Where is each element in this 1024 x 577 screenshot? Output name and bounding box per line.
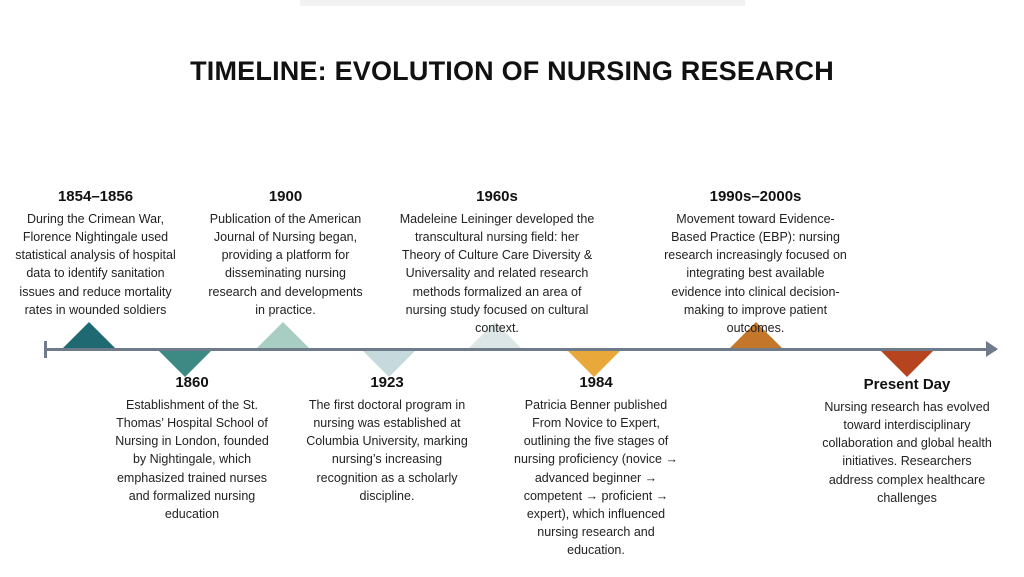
- event-description: Movement toward Evidence-Based Practice (EBP): nursing research increasingly focused on integrating best available evidence into clinical decision-making to improve patient outcomes.: [664, 212, 847, 335]
- event-description: Publication of the American Journal of Nursing began, providing a platform for disseminating nursing research and developments in practice.: [208, 212, 363, 317]
- event-description: Nursing research has evolved toward interdisciplinary collaboration and global health initiatives. Researchers address complex healthcare challenges: [822, 400, 992, 505]
- timeline-event-2: [108, 374, 276, 523]
- event-date: 1900: [268, 188, 303, 205]
- event-date: Present Day: [863, 376, 951, 393]
- event-date: 1860: [175, 374, 209, 391]
- event-description: The first doctoral program in nursing was established at Columbia University, marking nursing’s increasing recognition as a scholarly discipline.: [306, 398, 468, 503]
- event-description: During the Crimean War, Florence Nightingale used statistical analysis of hospital data to identify sanitation issues and reduce mortality rates in wounded soldiers: [15, 212, 176, 317]
- timeline-event-6: [511, 374, 681, 559]
- timeline-marker-3: [257, 322, 309, 348]
- event-date: 1984: [579, 374, 613, 391]
- event-description: Establishment of the St. Thomas’ Hospital School of Nursing in London, founded by Nightingale, which emphasized trained nurses and formalized nursing education: [115, 398, 269, 521]
- page-title: TIMELINE: EVOLUTION OF NURSING RESEARCH: [190, 56, 834, 86]
- event-date: 1960s: [476, 188, 518, 205]
- timeline-event-1: [13, 188, 178, 319]
- timeline-marker-1: [63, 322, 115, 348]
- event-date: 1854–1856: [57, 188, 134, 205]
- timeline-marker-8: [881, 351, 933, 377]
- top-strip-decoration: [300, 0, 745, 6]
- event-date: 1923: [370, 374, 404, 391]
- timeline-event-4: [303, 374, 471, 505]
- event-description: Madeleine Leininger developed the transcultural nursing field: her Theory of Culture Care Diversity & Universality and related research methods formalized an area of nursing study focused on cultural context.: [399, 212, 595, 335]
- event-date: 1990s–2000s: [709, 188, 802, 205]
- timeline-event-3: [203, 188, 368, 319]
- timeline-event-7: [663, 188, 848, 337]
- timeline-axis-start-cap: [44, 341, 47, 358]
- event-description: Patricia Benner published From Novice to Expert, outlining the five stages of nursing proficiency (novice → advanced beginner → competent → proficient → expert), which influenced nursing research and education.: [514, 398, 678, 557]
- timeline-event-8: [822, 376, 992, 507]
- timeline-event-5: [398, 188, 596, 337]
- timeline-axis-arrow-icon: [986, 341, 998, 357]
